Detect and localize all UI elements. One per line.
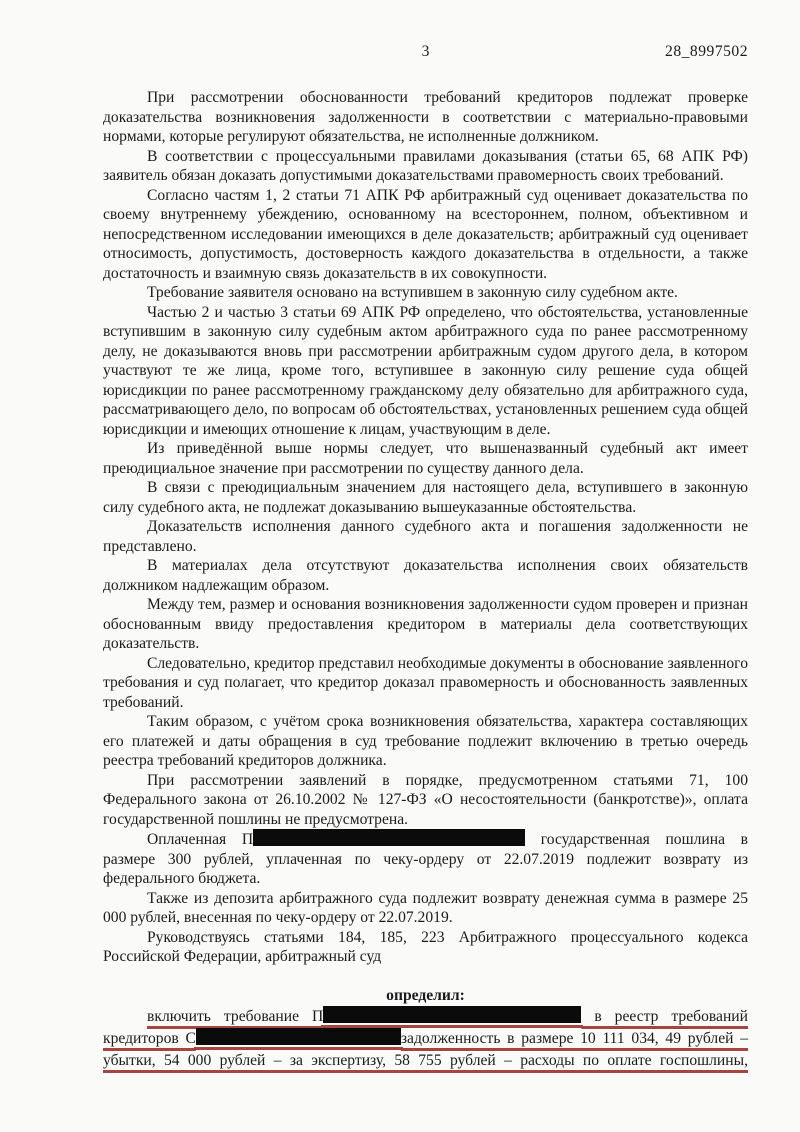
paragraph: В материалах дела отсутствуют доказательства исполнения своих обязательств должником надлежащим образом. <box>103 557 748 594</box>
paragraph: Требование заявителя основано на вступившем в законную силу судебном акте. <box>147 284 678 301</box>
paragraph: При рассмотрении обоснованности требований кредиторов подлежат проверке доказательства возникновения задолженности в соответствии с материально-правовыми нормами, которые регулируют обязательства, не исполненные должником. <box>103 89 748 145</box>
paragraph: Следовательно, кредитор представил необходимые документы в обоснование заявленного требования и суд полагает, что кредитор доказал правомерность и обоснованность заявленных требований. <box>103 654 748 711</box>
paragraph: В соответствии с процессуальными правилами доказывания (статьи 65, 68 АПК РФ) заявитель обязан доказать допустимыми доказательствами правомерность своих требований. <box>103 147 748 184</box>
paragraph: Таким образом, с учётом срока возникновения обязательства, характера составляющих его платежей и даты обращения в суд требование подлежит включению в третью очередь реестра требований кредиторов должника. <box>103 713 748 769</box>
paragraph: Также из депозита арбитражного суда подлежит возврату денежная сумма в размере 25 000 рублей, внесенная по чеку-ордеру от 22.07.2019. <box>103 889 748 926</box>
paragraph: Доказательств исполнения данного судебного акта и погашения задолженности не представлено. <box>103 518 748 555</box>
ruling-segment: задолженность в размере 10 111 034, 49 рублей – убытки, 54 000 рублей – за экспертизу, 58 755 рублей – расходы по оплате госпошлины, <box>103 1029 748 1069</box>
page-content <box>103 42 748 1072</box>
ruling-segment: в реестр требований кредиторов С <box>103 1007 748 1047</box>
paragraph: При рассмотрении заявлений в порядке, предусмотренном статьями 71, 100 Федерального закона от 26.10.2002 № 127-ФЗ «О несостоятельности (банкротстве)», оплата государственной пошлины не предусмотрена. <box>103 771 748 828</box>
ruling-heading: определил: <box>386 987 465 1004</box>
page-header <box>103 42 748 62</box>
paragraph: Частью 2 и частью 3 статьи 69 АПК РФ определено, что обстоятельства, установленные вступившим в законную силу судебным актом арбитражного суда по ранее рассмотренному делу, не доказываются вновь при рассмотрении арбитражным судом другого дела, в котором участвуют те же лица, кроме того, вступившее в законную силу решение суда общей юрисдикции по ранее рассмотренному гражданскому делу обязательно для арбитражного суда, рассматривающего дело, по вопросам об обстоятельствах, установленных решением суда общей юрисдикции и имеющих отношение к лицам, участвующим в деле. <box>103 303 748 438</box>
paragraph-redacted-payer <box>103 829 748 889</box>
paragraph: Согласно частям 1, 2 статьи 71 АПК РФ арбитражный суд оценивает доказательства по своему внутреннему убеждению, основанному на всестороннем, полном, объективном и непосредственном исследовании имеющихся в деле доказательств; арбитражный суд оценивает относимость, допустимость, достоверность каждого доказательства в отдельности, а также достаточность и взаимную связь доказательств в их совокупности. <box>103 186 748 282</box>
ruling-paragraph-red-underlined <box>103 1006 748 1072</box>
paragraph: В связи с преюдициальным значением для настоящего дела, вступившего в законную силу судебного акта, не подлежат доказыванию вышеуказанные обстоятельства. <box>103 479 748 516</box>
redacted-paragraph-suffix: государственная пошлина в размере 300 рублей, уплаченная по чеку-ордеру от 22.07.2019 подлежит возврату из федерального бюджета. <box>103 831 748 887</box>
paragraph: Между тем, размер и основания возникновения задолженности судом проверен и признан обоснованным ввиду предоставления кредитором в материалы дела соответствующих доказательств. <box>103 596 748 652</box>
paragraph: Из приведённой выше нормы следует, что вышеназванный судебный акт имеет преюдициальное значение при рассмотрении по существу данного дела. <box>103 440 748 477</box>
page-number: 3 <box>421 43 430 60</box>
ruling-segment: включить требование П <box>147 1007 324 1025</box>
redacted-paragraph-prefix: Оплаченная П <box>147 831 254 848</box>
document-code: 28_8997502 <box>665 43 748 60</box>
redaction-bar-payer-name <box>253 829 525 846</box>
paragraph: Руководствуясь статьями 184, 185, 223 Арбитражного процессуального кодекса Российской Федерации, арбитражный суд <box>103 928 748 965</box>
redaction-bar-claimant-name <box>323 1006 581 1023</box>
document-body <box>103 88 748 1072</box>
redaction-bar-debtor-name <box>196 1028 401 1045</box>
